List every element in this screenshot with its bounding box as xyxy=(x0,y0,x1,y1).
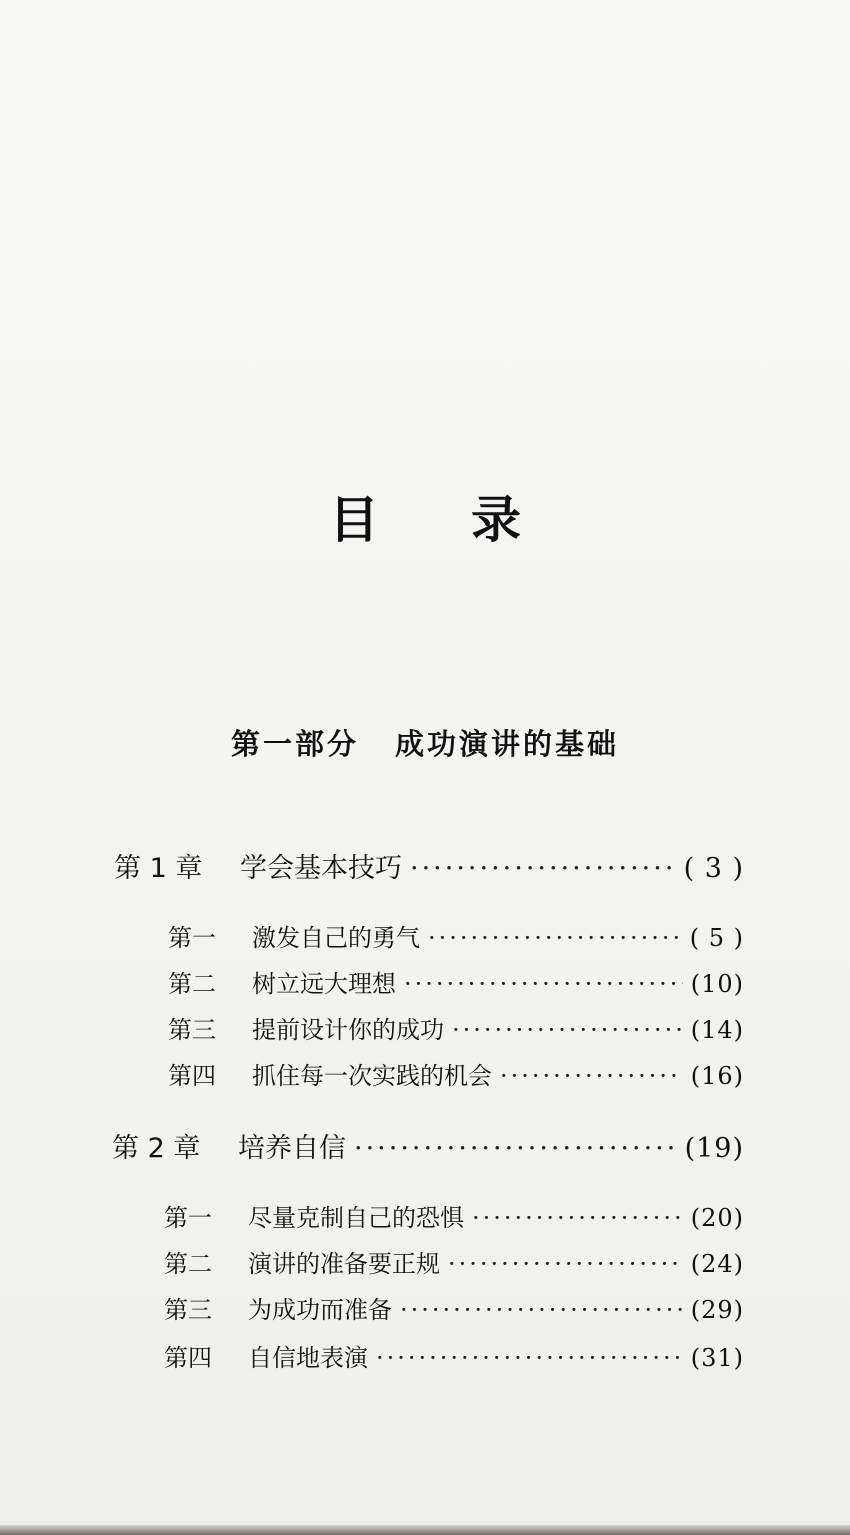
dot-leader xyxy=(400,1296,683,1324)
section-title: 自信地表演 xyxy=(248,1344,368,1372)
page-number: (16) xyxy=(690,1062,744,1090)
toc-chapter-1[interactable] xyxy=(114,846,744,885)
page-number: (29) xyxy=(690,1296,744,1324)
page-number: (14) xyxy=(690,1016,744,1044)
dot-leader xyxy=(472,1204,683,1232)
dot-leader xyxy=(500,1062,683,1090)
section-title: 提前设计你的成功 xyxy=(252,1016,444,1044)
page-number: (19) xyxy=(684,1133,744,1164)
section-label: 第三 xyxy=(164,1296,212,1324)
chapter-title: 学会基本技巧 xyxy=(240,853,402,884)
section-title: 激发自己的勇气 xyxy=(252,924,420,952)
toc-section[interactable] xyxy=(164,1244,744,1279)
page-number: (24) xyxy=(690,1250,744,1278)
chapter-label: 第 2 章 xyxy=(112,1133,201,1164)
section-label: 第四 xyxy=(164,1344,212,1372)
section-label: 第四 xyxy=(168,1062,216,1090)
toc-section[interactable] xyxy=(168,918,744,953)
section-label: 第一 xyxy=(164,1204,212,1232)
section-title: 抓住每一次实践的机会 xyxy=(252,1062,492,1090)
section-label: 第二 xyxy=(168,970,216,998)
chapter-title: 培养自信 xyxy=(238,1133,346,1164)
part-title: 成功演讲的基础 xyxy=(395,727,620,761)
page-bottom-edge xyxy=(0,1525,850,1535)
dot-leader xyxy=(452,1016,683,1044)
toc-section[interactable] xyxy=(168,1056,744,1091)
page-number: (10) xyxy=(690,970,744,998)
section-title: 演讲的准备要正规 xyxy=(248,1250,440,1278)
section-label: 第二 xyxy=(164,1250,212,1278)
toc-section[interactable] xyxy=(164,1338,744,1373)
page-number: (31) xyxy=(690,1344,744,1372)
section-title: 树立远大理想 xyxy=(252,970,396,998)
toc-section[interactable] xyxy=(168,964,744,999)
section-label: 第一 xyxy=(168,924,216,952)
dot-leader xyxy=(404,970,683,998)
dot-leader xyxy=(376,1344,683,1372)
toc-chapter-2[interactable] xyxy=(112,1126,744,1165)
page-number: (20) xyxy=(690,1204,744,1232)
dot-leader xyxy=(410,853,676,884)
toc-section[interactable] xyxy=(168,1010,744,1045)
page-number: ( 5 ) xyxy=(689,924,744,952)
page-number: ( 3 ) xyxy=(683,853,744,884)
section-label: 第三 xyxy=(168,1016,216,1044)
part-label: 第一部分 xyxy=(230,727,359,761)
part-heading xyxy=(0,724,850,764)
toc-section[interactable] xyxy=(164,1198,744,1233)
toc-heading: 目录 xyxy=(329,491,613,549)
section-title: 为成功而准备 xyxy=(248,1296,392,1324)
toc-section[interactable] xyxy=(164,1290,744,1325)
dot-leader xyxy=(354,1133,677,1164)
dot-leader xyxy=(448,1250,683,1278)
section-title: 尽量克制自己的恐惧 xyxy=(248,1204,464,1232)
chapter-label: 第 1 章 xyxy=(114,853,203,884)
dot-leader xyxy=(428,924,682,952)
